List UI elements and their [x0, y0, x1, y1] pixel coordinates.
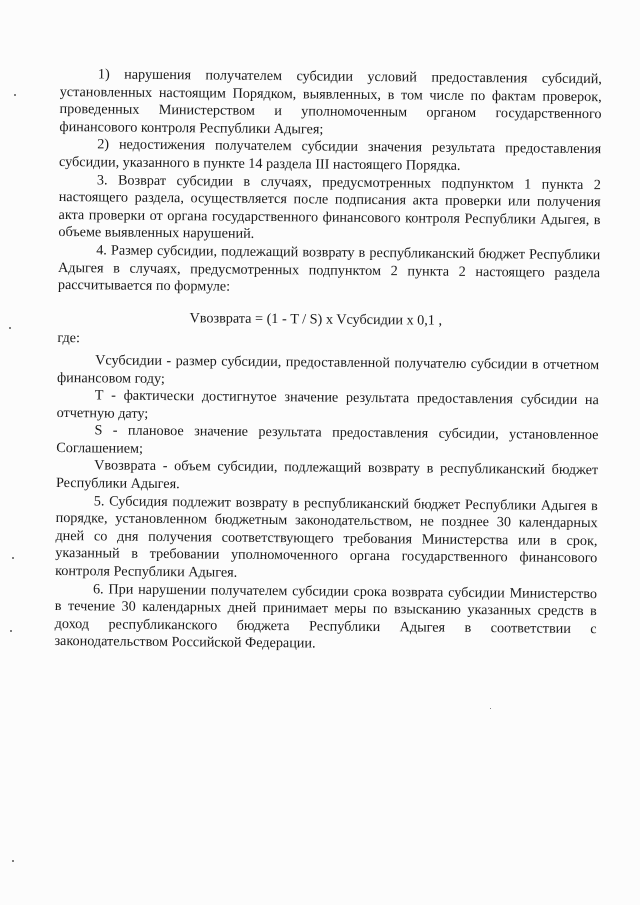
- paragraph-3: 3. Возврат субсидии в случаях, предусмотренных подпунктом 1 пункта 2 настоящего раздела, осуществляется после подписания акта проверки или получения акта проверки от органа государственного финансового контроля Республики Адыгея, в объеме выявленных нарушений.: [58, 171, 601, 243]
- scan-speck: [14, 94, 16, 96]
- where-label: где:: [57, 330, 81, 347]
- scan-speck: [10, 630, 12, 632]
- definition-t: Т - фактически достигнутое значение результата предоставления субсидии на отчетную дату;: [56, 387, 599, 422]
- scan-speck: [9, 327, 11, 329]
- paragraph-4: 4. Размер субсидии, подлежащий возврату в республиканский бюджет Республики Адыгея в случаях, предусмотренных подпунктом 2 пункта 2 настоящего раздела рассчитывается по формуле:: [57, 242, 601, 295]
- paragraph-6: 6. При нарушении получателем субсидии срока возврата субсидии Министерство в течение 30 календарных дней принимает меры по взысканию указанных средств в доход республиканского бюджета Республики Адыгея в соответствии с законодательством Российской Федерации.: [54, 580, 598, 652]
- definition-s: S - плановое значение результата предоставления субсидии, установленное Соглашением;: [56, 422, 599, 457]
- scan-speck: [12, 860, 14, 862]
- formula: Vвозврата = (1 - T / S) x Vсубсидии x 0,1 ,: [189, 309, 443, 329]
- document-body: [54, 66, 602, 656]
- paragraph-1: 1) нарушения получателем субсидии условий предоставления субсидий, установленных настоящим Порядком, выявленных, в том числе по фактам проверок, проведенных Министерством и уполномоченным органом государственного финансового контроля Республики Адыгея;: [59, 66, 602, 138]
- paragraph-2: 2) недостижения получателем субсидии значения результата предоставления субсидии, указанного в пункте 14 раздела III настоящего Порядка.: [59, 136, 602, 174]
- scan-speck: [490, 708, 491, 709]
- scan-speck: [12, 557, 14, 559]
- paragraph-5: 5. Субсидия подлежит возврату в республиканский бюджет Республики Адыгея в порядке, установленном бюджетным законодательством, не позднее 30 календарных дней со дня получения соответствующего требования Министерства или в срок, указанный в требовании уполномоченного органа государственного финансового контроля Республики Адыгея.: [55, 493, 598, 581]
- definition-v-subsidy: Vсубсидии - размер субсидии, предоставленной получателю субсидии в отчетном финансовом году;: [56, 352, 600, 387]
- definition-v-return: Vвозврата - объем субсидии, подлежащий возврату в республиканский бюджет Республики Адыгея.: [55, 457, 599, 493]
